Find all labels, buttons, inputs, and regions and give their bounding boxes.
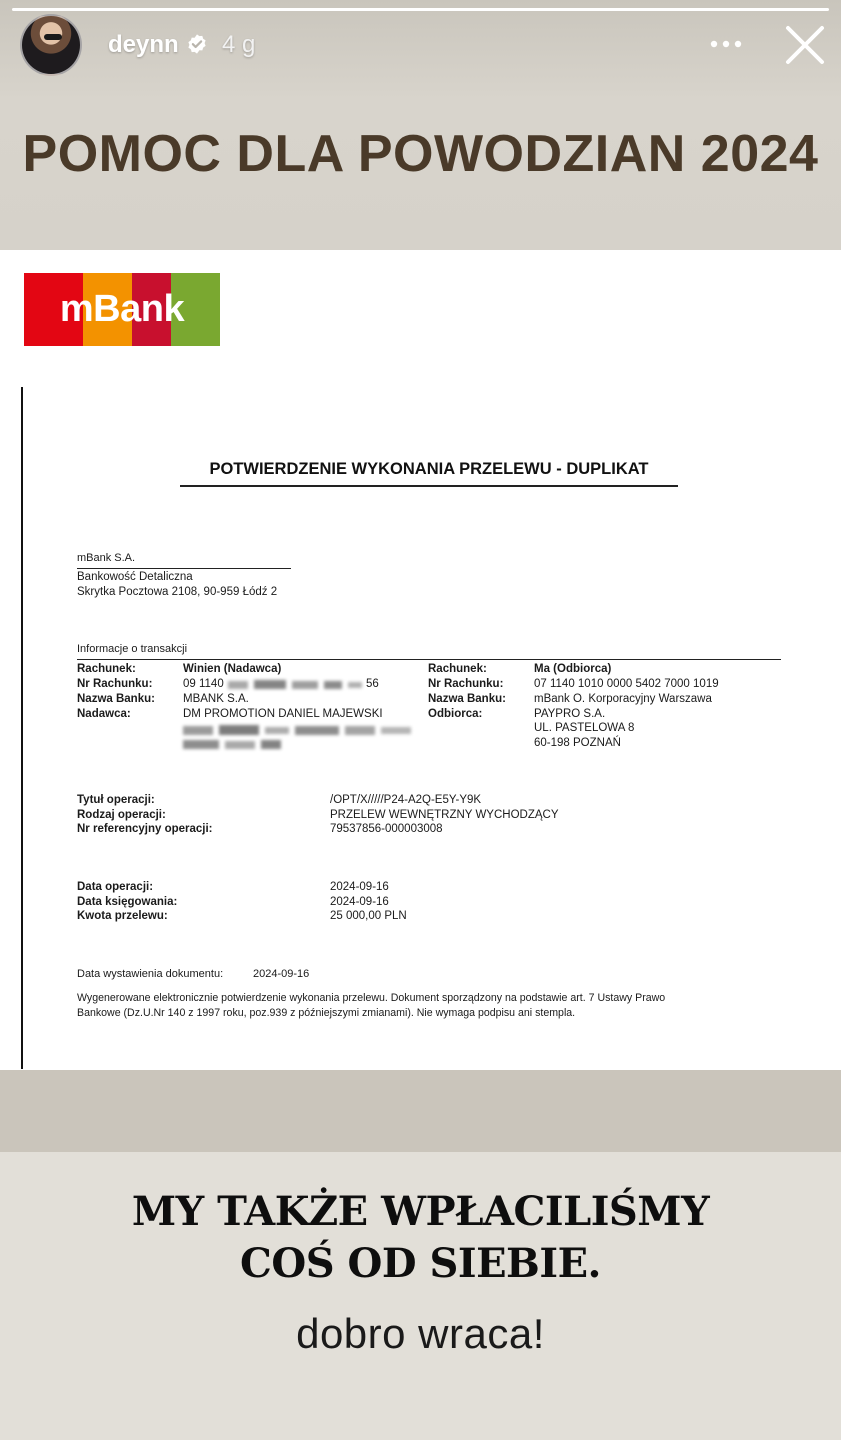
recipient-street: UL. PASTELOWA 8: [534, 722, 635, 734]
operation-reference: 79537856-000003008: [330, 823, 443, 835]
more-options-icon[interactable]: [702, 22, 750, 66]
date-label-0: Data operacji:: [77, 881, 154, 893]
transfer-amount: 25 000,00 PLN: [330, 910, 407, 922]
issue-label: Data wystawienia dokumentu:: [77, 968, 224, 980]
right-label-3: Odbiorca:: [428, 708, 483, 720]
username[interactable]: deynn: [108, 31, 179, 58]
footer-line-1: Wygenerowane elektronicznie potwierdzenie wykonania przelewu. Dokument sporządzony na podstawie art. 7 Ustawy Prawo: [77, 992, 666, 1004]
issue-date: 2024-09-16: [253, 968, 310, 980]
operation-date: 2024-09-16: [330, 881, 389, 893]
avatar[interactable]: [20, 14, 82, 76]
operation-label-1: Rodzaj operacji:: [77, 809, 166, 821]
mbank-logo: [24, 273, 220, 346]
recipient-role: Ma (Odbiorca): [534, 663, 612, 675]
story-progress-fill: [12, 8, 829, 11]
booking-date: 2024-09-16: [330, 896, 389, 908]
left-label-3: Nadawca:: [77, 708, 131, 720]
title-underline: [180, 485, 678, 487]
operation-title: /OPT/X/////P24-A2Q-E5Y-Y9K: [330, 794, 482, 806]
recipient-account: 07 1140 1010 0000 5402 7000 1019: [534, 678, 719, 690]
story-headline: POMOC DLA POWODZIAN 2024: [22, 125, 819, 183]
story-timestamp: 4 g: [222, 31, 256, 58]
document-left-border: [21, 387, 23, 1069]
verified-badge-icon: [186, 33, 208, 55]
tagline-line-1: MY TAKŻE WPŁACILIŚMY: [131, 1188, 710, 1235]
tagline-line-3: dobro wraca!: [296, 1310, 545, 1357]
sender-account-suffix: 56: [366, 678, 379, 690]
footer-line-2: Bankowe (Dz.U.Nr 140 z 1997 roku, poz.939 z późniejszymi zmianami). Nie wymaga podpisu ani stempla.: [77, 1007, 576, 1019]
address-divider: [77, 568, 291, 569]
mbank-logo-text: mBank: [59, 288, 185, 330]
redacted-sender-address: [183, 724, 415, 752]
left-label-2: Nazwa Banku:: [77, 693, 155, 705]
left-label-0: Rachunek:: [77, 663, 136, 675]
redacted-account: [228, 679, 368, 691]
date-label-1: Data księgowania:: [77, 896, 178, 908]
sender-role: Winien (Nadawca): [183, 663, 282, 675]
date-label-2: Kwota przelewu:: [77, 910, 168, 922]
operation-label-2: Nr referencyjny operacji:: [77, 823, 213, 835]
sender-account-prefix: 09 1140: [183, 678, 224, 690]
story-progress-bar: [12, 8, 829, 11]
bank-department: Bankowość Detaliczna: [77, 571, 193, 583]
bank-postbox: Skrytka Pocztowa 2108, 90-959 Łódź 2: [77, 586, 278, 598]
recipient-bank: mBank O. Korporacyjny Warszawa: [534, 693, 712, 705]
section-divider: [77, 659, 781, 660]
sender-name: DM PROMOTION DANIEL MAJEWSKI: [183, 708, 383, 720]
recipient-name: PAYPRO S.A.: [534, 708, 606, 720]
sender-bank: MBANK S.A.: [183, 693, 249, 705]
recipient-city: 60-198 POZNAŃ: [534, 737, 621, 749]
caption-band: [0, 1070, 841, 1152]
right-label-0: Rachunek:: [428, 663, 487, 675]
section-label: Informacje o transakcji: [77, 643, 188, 655]
left-label-1: Nr Rachunku:: [77, 678, 153, 690]
right-label-1: Nr Rachunku:: [428, 678, 504, 690]
document-title: POTWIERDZENIE WYKONANIA PRZELEWU - DUPLIKAT: [209, 460, 649, 478]
tagline-line-2: COŚ OD SIEBIE.: [240, 1240, 601, 1287]
bank-name: mBank S.A.: [77, 552, 136, 564]
bank-transfer-confirmation: [0, 250, 841, 1070]
right-label-2: Nazwa Banku:: [428, 693, 506, 705]
operation-type: PRZELEW WEWNĘTRZNY WYCHODZĄCY: [330, 809, 559, 821]
operation-label-0: Tytuł operacji:: [77, 794, 155, 806]
close-icon[interactable]: [780, 20, 830, 70]
